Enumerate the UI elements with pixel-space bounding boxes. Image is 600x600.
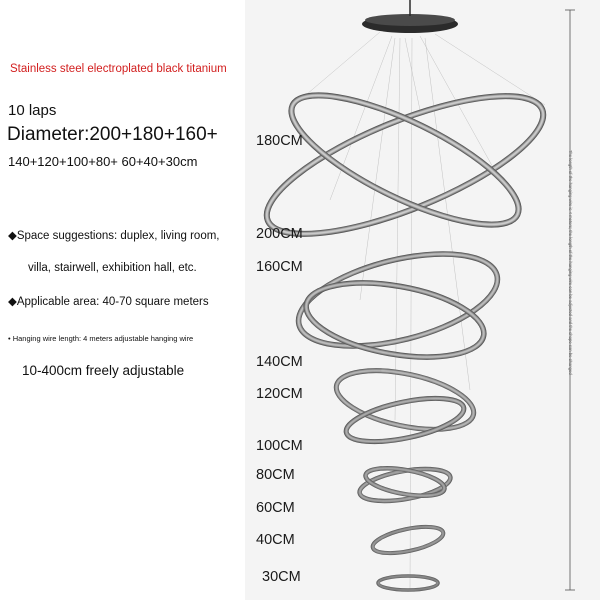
hanging-wire-length: • Hanging wire length: 4 meters adjustable hanging wire xyxy=(8,334,194,343)
ring-label-40: 40CM xyxy=(256,532,295,548)
ring-label-30: 30CM xyxy=(262,569,301,585)
ring-label-160: 160CM xyxy=(256,259,303,275)
space-suggestions-line1: ◆Space suggestions: duplex, living room, xyxy=(8,230,220,242)
dimension-note: The length of the hanging wire is 4 meters; the length of the hanging wire can be adjusted and the shape can be changed xyxy=(568,150,573,375)
ring-label-180: 180CM xyxy=(256,133,303,149)
adjustable-range: 10-400cm freely adjustable xyxy=(22,363,185,378)
ring-label-60: 60CM xyxy=(256,500,295,516)
ring-label-100: 100CM xyxy=(256,438,303,454)
chandelier-illustration xyxy=(245,0,600,600)
diameter-list: 140+120+100+80+ 60+40+30cm xyxy=(8,154,198,169)
ring-label-80: 80CM xyxy=(256,467,295,483)
ceiling-canopy xyxy=(362,0,458,33)
ring-40 xyxy=(370,522,445,558)
ring-label-120: 120CM xyxy=(256,386,303,402)
ring-label-200: 200CM xyxy=(256,226,303,242)
hanging-wires xyxy=(300,32,545,590)
applicable-area: ◆Applicable area: 40-70 square meters xyxy=(8,296,209,308)
ring-label-140: 140CM xyxy=(256,354,303,370)
spec-panel xyxy=(0,0,245,600)
ring-100 xyxy=(343,390,468,450)
diameter-title: Diameter:200+180+160+ xyxy=(7,124,218,145)
material-headline: Stainless steel electroplated black titanium xyxy=(10,63,227,75)
ring-30 xyxy=(378,576,438,590)
laps-count: 10 laps xyxy=(8,102,57,119)
space-suggestions-line2: villa, stairwell, exhibition hall, etc. xyxy=(28,262,197,274)
